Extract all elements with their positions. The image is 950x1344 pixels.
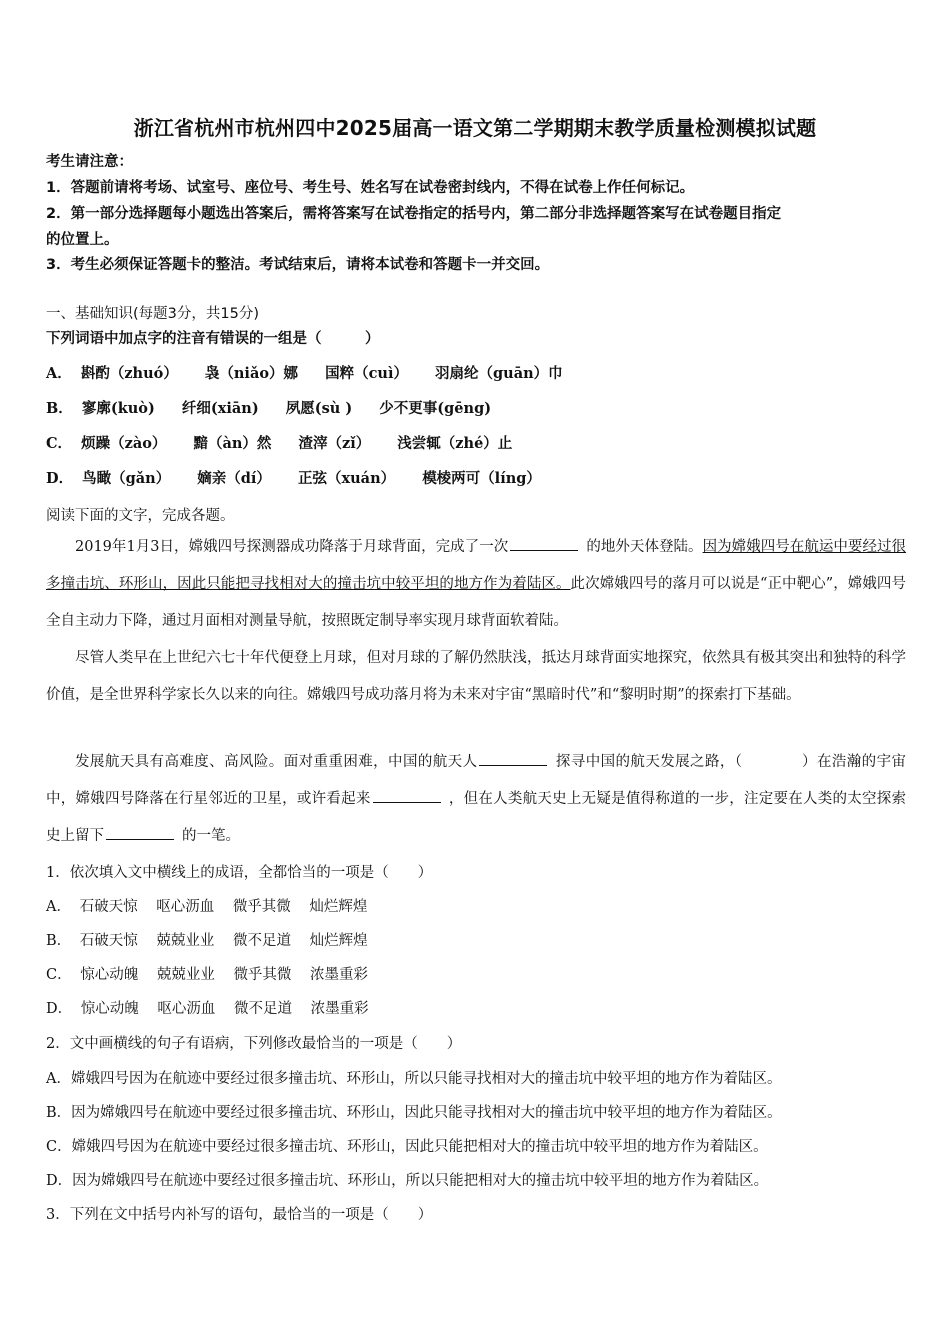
- option-item: 呕心沥血: [157, 1001, 216, 1017]
- option-letter: B．: [46, 933, 72, 949]
- option-item: 鸟瞰（gǎn）: [82, 470, 171, 487]
- reading-paragraph-1: [46, 529, 906, 640]
- option-letter: A．: [46, 365, 72, 382]
- option-item: 袅（niǎo）娜: [204, 365, 299, 382]
- section-heading: 一、基础知识(每题3分，共15分): [46, 306, 259, 322]
- question-3-stem: 3．下列在文中括号内补写的语句，最恰当的一项是（ ）: [46, 1207, 433, 1223]
- option-item: 灿烂辉煌: [309, 933, 368, 949]
- option-item: 烦躁（zào）: [81, 435, 167, 452]
- option-item: 嫡亲（dí）: [197, 470, 271, 487]
- fill-blank: [479, 751, 547, 766]
- option-letter: D．: [46, 1001, 73, 1017]
- option-item: 浓墨重彩: [310, 1001, 369, 1017]
- option-letter: B．: [46, 400, 73, 417]
- option-letter: A．: [46, 899, 71, 915]
- option-item: 夙愿(sù ): [285, 400, 353, 417]
- fill-blank: [373, 788, 441, 803]
- option-item: 微乎其微: [233, 967, 292, 983]
- q1-option-c: [46, 963, 910, 984]
- option-item: 寥廓(kuò): [81, 400, 155, 417]
- option-item: 浅尝辄（zhé）止: [397, 435, 513, 452]
- option-item: 呕心沥血: [156, 899, 215, 915]
- option-a: [46, 362, 910, 383]
- option-item: 黯（àn）然: [193, 435, 272, 452]
- option-b: [46, 397, 910, 418]
- option-item: 惊心动魄: [80, 967, 139, 983]
- notice-item-2: 2．第一部分选择题每小题选出答案后，需将答案写在试卷指定的括号内，第二部分非选择题答案写在试卷题目指定: [46, 206, 782, 222]
- q1-option-b: [46, 929, 910, 950]
- option-d: [46, 467, 910, 488]
- option-item: 微不足道: [232, 933, 291, 949]
- notice-item-1: 1．答题前请将考场、试室号、座位号、考生号、姓名写在试卷密封线内，不得在试卷上作任何标记。: [46, 180, 695, 196]
- paragraph-text: 此次嫦娥四号的落月可以说是“正中靶心”，嫦娥四号全自主动力下降，通过月面相对测量导航，按照既定制导率实现月球背面软着陆。: [46, 576, 906, 629]
- q1-option-d: [46, 997, 910, 1018]
- fill-blank: [106, 825, 174, 840]
- option-letter: C．: [46, 435, 73, 452]
- paragraph-text: 的一笔。: [182, 828, 240, 844]
- option-item: 石破天惊: [79, 899, 138, 915]
- reading-paragraph-2: 尽管人类早在上世纪六七十年代便登上月球，但对月球的了解仍然肤浅，抵达月球背面实地探究，依然具有极其突出和独特的科学价值，是全世界科学家长久以来的向往。嫦娥四号成功落月将为未来对宇宙“黑暗时代”和“黎明时期”的探索打下基础。: [46, 650, 906, 703]
- question-2-stem: 2．文中画横线的句子有语病，下列修改最恰当的一项是（ ）: [46, 1036, 462, 1052]
- q2-option-d: D．因为嫦娥四号在航迹中要经过很多撞击坑、环形山，所以只能把相对大的撞击坑中较平坦的地方作为着陆区。: [46, 1173, 769, 1189]
- option-item: 石破天惊: [79, 933, 138, 949]
- option-item: 斟酌（zhuó）: [80, 365, 178, 382]
- option-item: 兢兢业业: [156, 933, 215, 949]
- option-item: 微乎其微: [232, 899, 291, 915]
- option-letter: C．: [46, 967, 72, 983]
- reading-intro: 阅读下面的文字，完成各题。: [46, 508, 235, 524]
- option-item: 国粹（cuì）: [325, 365, 408, 382]
- option-item: 纤细(xiān): [181, 400, 259, 417]
- underlined-sentence: 因为嫦娥四号在航运中要经过很多撞击坑、环形山，因此只能把寻找相对大的撞击坑中较平坦的地方作为着陆区。: [46, 539, 907, 592]
- option-item: 少不更事(gēng): [379, 400, 492, 417]
- option-item: 兢兢业业: [156, 967, 215, 983]
- option-item: 正弦（xuán）: [298, 470, 396, 487]
- reading-paragraph-3: [46, 744, 906, 855]
- fill-blank: [510, 536, 578, 551]
- paragraph-text: 发展航天具有高难度、高风险。面对重重困难，中国的航天人: [75, 754, 478, 770]
- paragraph-text: ，但在人类航天史上无疑是值得称道的一步，注定要在人类的太空探索史上留下: [46, 791, 907, 844]
- notice-item-3: 3．考生必须保证答题卡的整洁。考试结束后，请将本试卷和答题卡一并交回。: [46, 257, 550, 273]
- page-title: 浙江省杭州市杭州四中2025届高一语文第二学期期末教学质量检测模拟试题: [133, 116, 817, 140]
- option-item: 模棱两可（líng）: [422, 470, 541, 487]
- question-stem: 下列词语中加点字的注音有错误的一组是（ ）: [46, 331, 380, 347]
- option-c: [46, 432, 910, 453]
- notice-item-2-cont: 的位置上。: [46, 232, 119, 248]
- option-item: 惊心动魄: [80, 1001, 139, 1017]
- q2-option-c: C．嫦娥四号因为在航迹中要经过很多撞击坑、环形山，因此只能把相对大的撞击坑中较平坦的地方作为着陆区。: [46, 1139, 768, 1155]
- option-item: 微不足道: [233, 1001, 292, 1017]
- q2-option-a: A．嫦娥四号因为在航迹中要经过很多撞击坑、环形山，所以只能寻找相对大的撞击坑中较平坦的地方作为着陆区。: [46, 1071, 782, 1087]
- notice-heading: 考生请注意：: [46, 154, 133, 170]
- paragraph-text: 2019年1月3日，嫦娥四号探测器成功降落于月球背面，完成了一次: [75, 539, 509, 555]
- option-letter: D．: [46, 470, 74, 487]
- q1-option-a: [46, 895, 910, 916]
- option-item: 羽扇纶（guān）巾: [435, 365, 563, 382]
- paragraph-text: 的地外天体登陆。: [586, 539, 703, 555]
- option-item: 灿烂辉煌: [309, 899, 368, 915]
- question-1-stem: 1．依次填入文中横线上的成语，全都恰当的一项是（ ）: [46, 865, 433, 881]
- option-item: 浓墨重彩: [310, 967, 369, 983]
- q2-option-b: B．因为嫦娥四号在航迹中要经过很多撞击坑、环形山，因此只能寻找相对大的撞击坑中较平坦的地方作为着陆区。: [46, 1105, 782, 1121]
- paragraph-text: 探寻中国的航天发展之路，（ ）在浩瀚的宇宙中，嫦娥四号降落在行星邻近的卫星，或许看起来: [46, 754, 906, 807]
- option-item: 渣滓（zǐ）: [298, 435, 371, 452]
